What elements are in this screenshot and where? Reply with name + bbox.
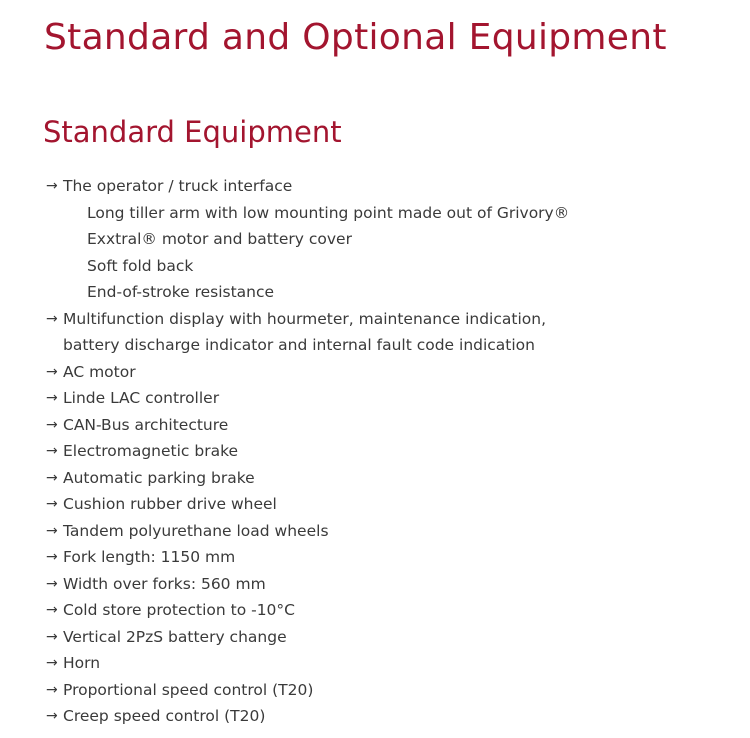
list-item-label: Electromagnetic brake [63,442,239,460]
list-item-label-line: battery discharge indicator and internal fault code indication [63,336,535,354]
list-item [46,624,736,651]
list-item [46,438,736,465]
right-arrow-icon: → [46,602,58,618]
right-arrow-icon: → [46,469,58,486]
list-item-label: Cushion rubber drive wheel [63,495,277,513]
list-item-label: Cold store protection to -10°C [63,601,295,619]
list-item [46,677,736,704]
list-item [46,306,736,359]
list-item [46,703,736,730]
list-item-label: The operator / truck interface [63,177,293,195]
sub-list-item: End-of-stroke resistance [87,283,275,301]
sub-list-item: Long tiller arm with low mounting point made out of Grivory® [87,203,570,222]
list-item-label: Fork length: 1150 mm [63,548,236,566]
list-item-label: Tandem polyurethane load wheels [63,521,329,540]
page-title: Standard and Optional Equipment [44,17,667,58]
list-item [46,571,736,598]
right-arrow-icon: → [46,628,58,645]
right-arrow-icon: → [46,681,58,698]
list-item [46,544,736,571]
list-item-text [63,173,569,306]
right-arrow-icon: → [46,416,58,433]
right-arrow-icon: → [46,178,58,194]
list-item [46,650,736,677]
list-item-label: Linde LAC controller [63,389,220,407]
list-item-label-line: Multifunction display with hourmeter, maintenance indication, [63,309,546,328]
right-arrow-icon: → [46,443,58,459]
right-arrow-icon: → [46,708,58,724]
right-arrow-icon: → [46,310,58,327]
list-item [46,173,736,306]
list-item [46,412,736,439]
list-item [46,518,736,545]
list-item [46,359,736,386]
section-title: Standard Equipment [43,115,342,149]
right-arrow-icon: → [46,522,58,539]
sub-list-item: Exxtral® motor and battery cover [87,230,352,248]
list-item-label: AC motor [63,362,136,381]
list-item-label: Creep speed control (T20) [63,707,266,725]
list-item-text [63,306,546,359]
right-arrow-icon: → [46,655,58,671]
right-arrow-icon: → [46,549,58,565]
right-arrow-icon: → [46,363,58,380]
right-arrow-icon: → [46,496,58,512]
list-item-label: Vertical 2PzS battery change [63,627,287,646]
list-item [46,491,736,518]
list-item-label: Automatic parking brake [63,468,255,487]
sub-list [46,200,569,306]
list-item-label: Proportional speed control (T20) [63,680,314,699]
list-item [46,597,736,624]
list-item-label: CAN-Bus architecture [63,415,229,434]
list-item-label: Width over forks: 560 mm [63,574,266,593]
list-item [46,465,736,492]
standard-equipment-list [46,173,736,730]
right-arrow-icon: → [46,390,58,406]
right-arrow-icon: → [46,575,58,592]
list-item-label: Horn [63,654,101,672]
list-item [46,385,736,412]
sub-list-item: Soft fold back [87,256,194,275]
